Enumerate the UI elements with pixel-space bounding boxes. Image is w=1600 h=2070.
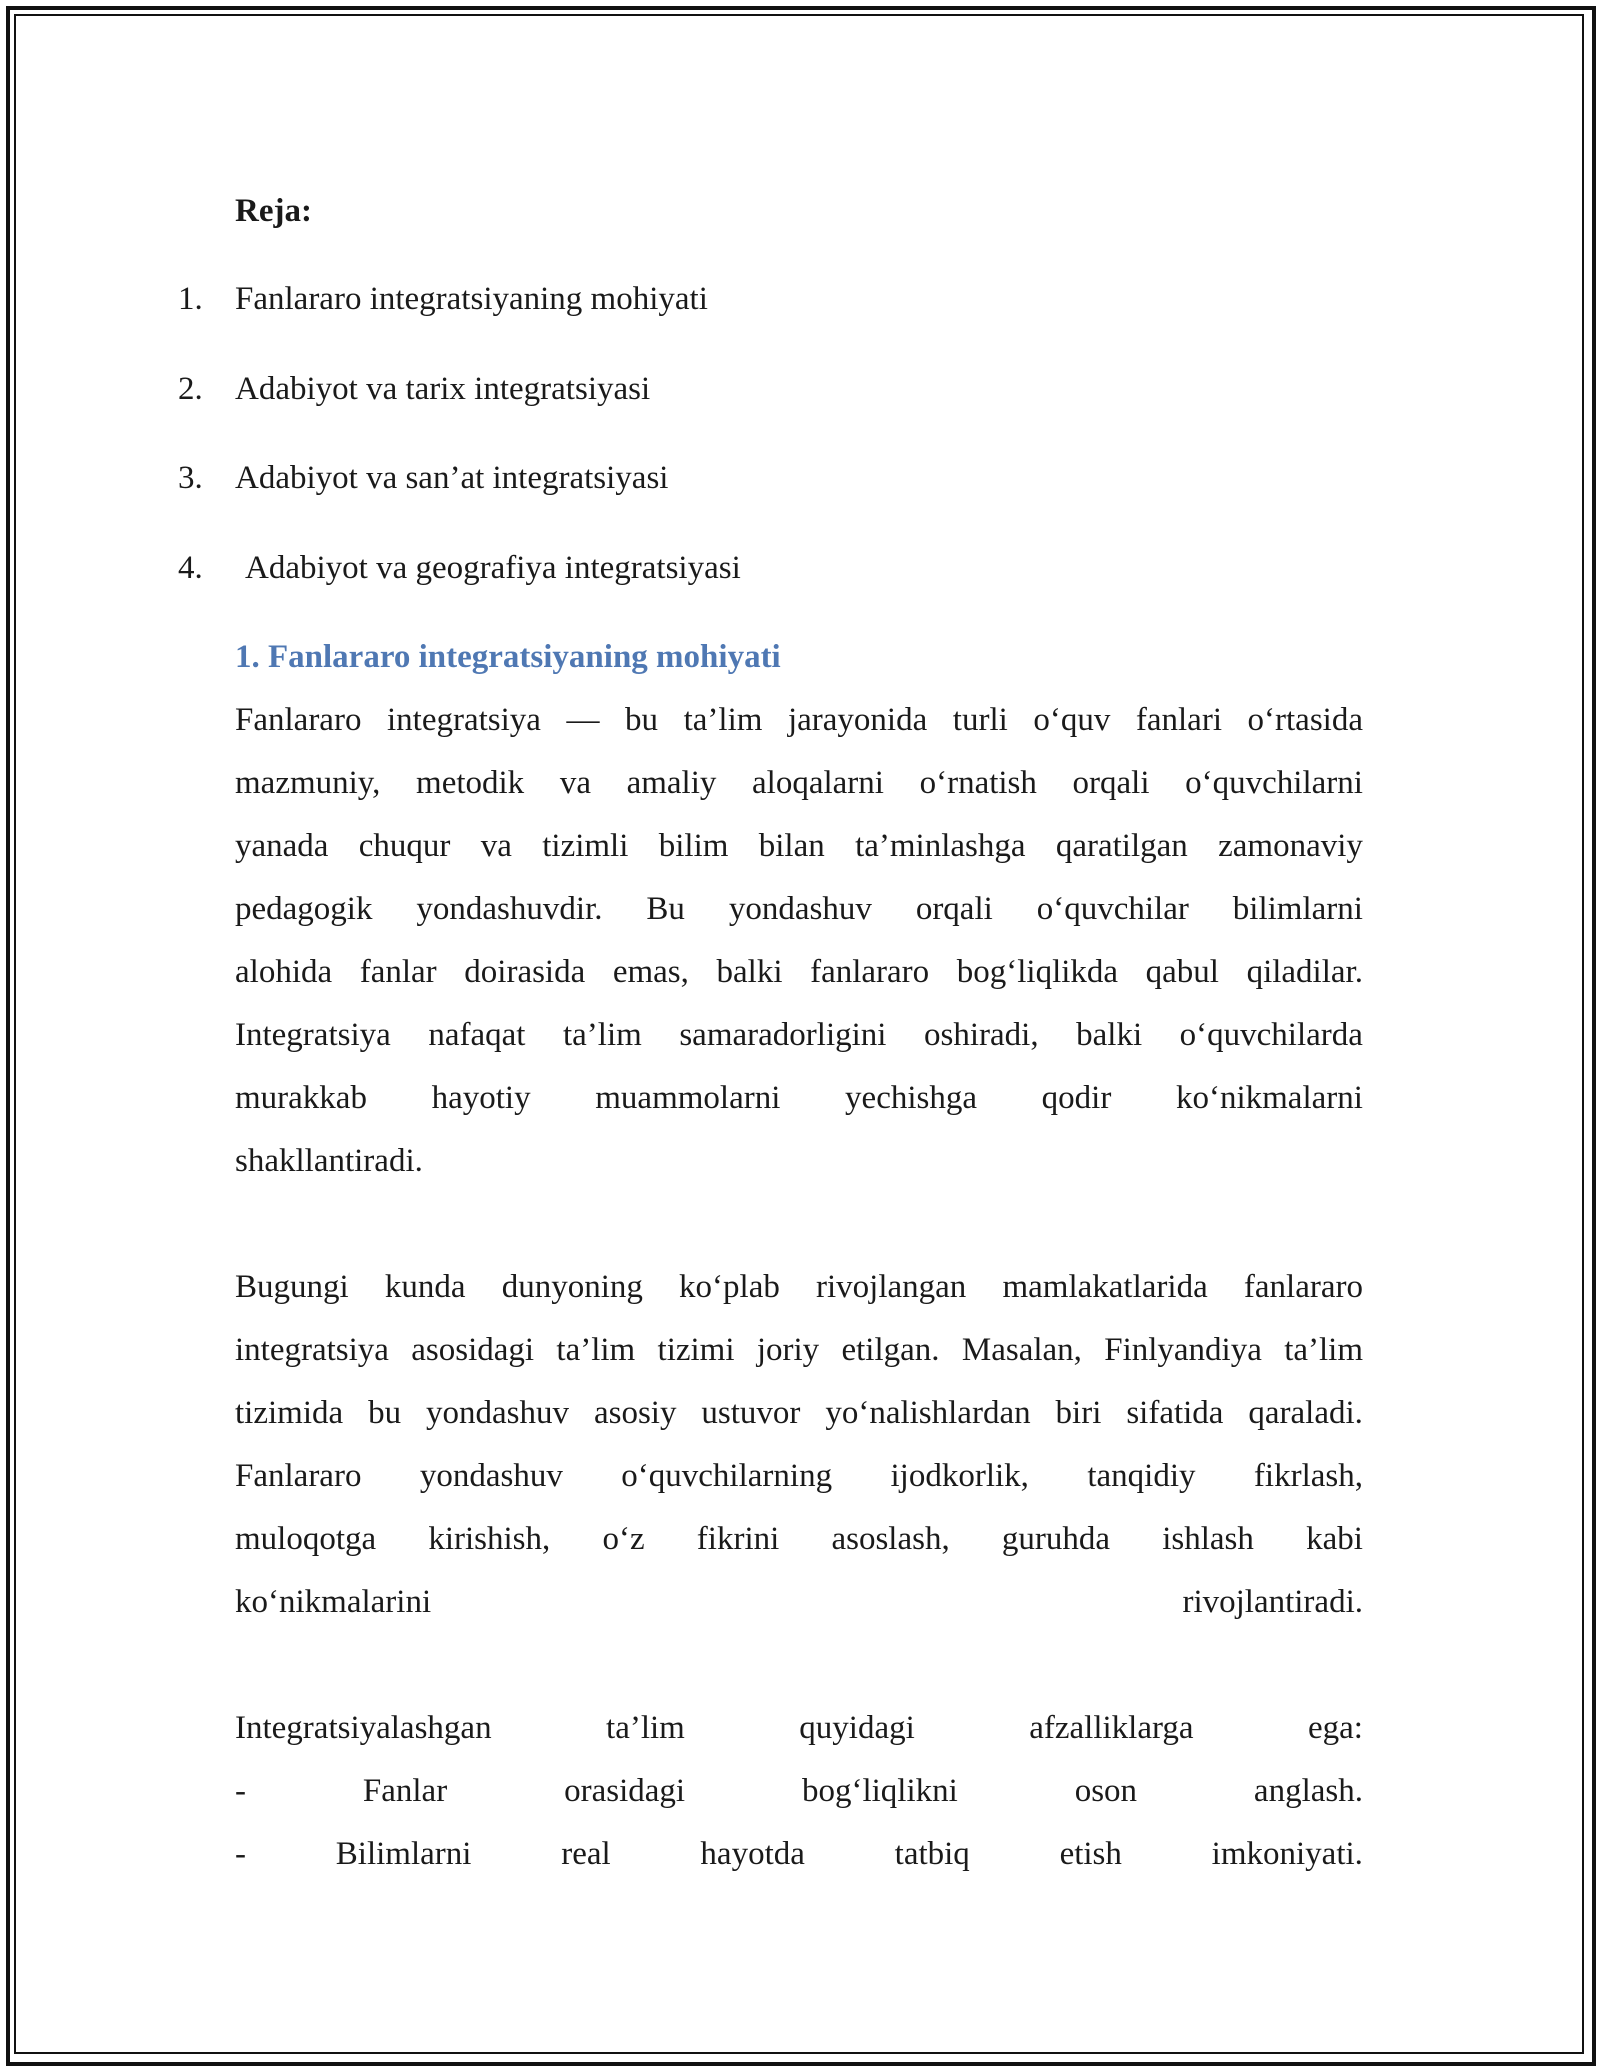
word: tanqidiy [1087, 1458, 1196, 1494]
word: - [235, 1773, 246, 1809]
paragraph [235, 1256, 1363, 1634]
word: yechishga [845, 1080, 977, 1116]
word: asoslash, [831, 1521, 950, 1557]
plan-item-number: 4. [178, 550, 203, 586]
word: pedagogik [235, 891, 373, 927]
word: oson [1074, 1773, 1138, 1809]
word: o‘quvchilarni [1185, 765, 1363, 801]
word: chuqur [358, 828, 451, 864]
word: quyidagi [799, 1710, 915, 1746]
word: o‘quvchilar [1036, 891, 1189, 927]
word: emas, [612, 954, 689, 990]
word: yondashuv [728, 891, 872, 927]
word: Fanlararo [235, 1458, 362, 1494]
paragraph-line [235, 1382, 1363, 1445]
paragraph-line [235, 815, 1363, 878]
word: mazmuniy, [235, 765, 381, 801]
word: hayotiy [431, 1080, 531, 1116]
word: fanlararo [810, 954, 930, 990]
paragraph-line [235, 1256, 1363, 1319]
word: balki [1076, 1017, 1143, 1053]
word: yondashuv [419, 1458, 563, 1494]
word: muloqotga [235, 1521, 377, 1557]
word: biri [1055, 1395, 1102, 1431]
word: tatbiq [894, 1836, 970, 1872]
plan-item-text: Adabiyot va san’at integratsiyasi [235, 460, 669, 496]
paragraph-line [235, 1508, 1363, 1571]
word: bilimlarni [1232, 891, 1363, 927]
word: anglash. [1253, 1773, 1363, 1809]
word: orqali [1072, 765, 1150, 801]
plan-item-number: 3. [178, 460, 203, 496]
word: kunda [384, 1269, 466, 1305]
paragraph-line: shakllantiradi. [235, 1143, 423, 1179]
word: fanlari [1135, 702, 1222, 738]
word: rivojlangan [816, 1269, 967, 1305]
plan-item-number: 2. [178, 371, 203, 407]
word: asosiy [593, 1395, 677, 1431]
paragraph-line [235, 1319, 1363, 1382]
word: integratsiya [387, 702, 541, 738]
word: zamonaviy [1218, 828, 1363, 864]
word: alohida [235, 954, 333, 990]
word: metodik [416, 765, 525, 801]
word: murakkab [235, 1080, 367, 1116]
word: sifatida [1126, 1395, 1224, 1431]
paragraph-line [235, 1445, 1363, 1508]
word: ta’lim [556, 1332, 636, 1368]
word: fanlararo [1243, 1269, 1363, 1305]
word: ko‘nikmalarni [1175, 1080, 1363, 1116]
word: etish [1059, 1836, 1122, 1872]
word: jarayonida [787, 702, 928, 738]
paragraph [235, 689, 1363, 1193]
plan-title: Reja: [235, 193, 312, 229]
word: etilgan. [841, 1332, 940, 1368]
word: o‘z [602, 1521, 645, 1557]
word: va [480, 828, 512, 864]
word: nafaqat [428, 1017, 526, 1053]
word: Bugungi [235, 1269, 349, 1305]
word: tizimida [235, 1395, 344, 1431]
word: mamlakatlarida [1002, 1269, 1208, 1305]
paragraph-line [235, 1067, 1363, 1130]
word: bilim [658, 828, 729, 864]
paragraph [235, 1697, 1363, 1886]
word: ijodkorlik, [890, 1458, 1029, 1494]
word: ishlash [1162, 1521, 1254, 1557]
word: o‘rnatish [919, 765, 1037, 801]
paragraph-line [235, 689, 1363, 752]
word: balki [716, 954, 783, 990]
word: tizimi [657, 1332, 735, 1368]
word: tizimli [542, 828, 629, 864]
word: yondashuv [426, 1395, 570, 1431]
word: muammolarni [595, 1080, 781, 1116]
bullet-line [235, 1823, 1363, 1886]
word: ta’minlashga [855, 828, 1026, 864]
word: aloqalarni [752, 765, 884, 801]
word: bog‘liqlikni [801, 1773, 958, 1809]
word: rivojlantiradi. [1182, 1584, 1363, 1620]
word: fikrini [696, 1521, 780, 1557]
plan-item-text: Fanlararo integratsiyaning mohiyati [235, 281, 708, 317]
word: qabul [1145, 954, 1219, 990]
word: joriy [756, 1332, 820, 1368]
word: bu [625, 702, 659, 738]
plan-item-text: Adabiyot va tarix integratsiyasi [235, 371, 651, 407]
word: real [561, 1836, 611, 1872]
word: ta’lim [562, 1017, 642, 1053]
word: ega: [1307, 1710, 1363, 1746]
paragraph-line [235, 878, 1363, 941]
word: dunyoning [501, 1269, 643, 1305]
paragraph-line [235, 941, 1363, 1004]
word: ta’lim [683, 702, 763, 738]
word: Finlyandiya [1104, 1332, 1262, 1368]
word: Integratsiya [235, 1017, 391, 1053]
word: orqali [915, 891, 993, 927]
word: o‘rtasida [1247, 702, 1363, 738]
word: ko‘plab [679, 1269, 780, 1305]
word: guruhda [1001, 1521, 1111, 1557]
word: Bu [646, 891, 685, 927]
section-heading: 1. Fanlararo integratsiyaning mohiyati [235, 639, 781, 675]
word: ko‘nikmalarini [235, 1584, 432, 1620]
word: - [235, 1836, 246, 1872]
word: yondashuvdir. [416, 891, 603, 927]
word: o‘quv [1033, 702, 1111, 738]
word: o‘quvchilarda [1179, 1017, 1363, 1053]
word: qodir [1041, 1080, 1112, 1116]
word: ustuvor [701, 1395, 801, 1431]
word: Fanlar [362, 1773, 448, 1809]
word: imkoniyati. [1211, 1836, 1363, 1872]
word: turli [952, 702, 1008, 738]
word: Masalan, [961, 1332, 1082, 1368]
word: qaratilgan [1055, 828, 1188, 864]
word: kabi [1306, 1521, 1363, 1557]
word: fikrlash, [1253, 1458, 1363, 1494]
word: yo‘nalishlardan [825, 1395, 1031, 1431]
word: bilan [758, 828, 825, 864]
word: oshiradi, [924, 1017, 1039, 1053]
word: Bilimlarni [335, 1836, 472, 1872]
paragraph-line [235, 1571, 1363, 1634]
plan-item-number: 1. [178, 281, 203, 317]
paragraph-line [235, 752, 1363, 815]
word: asosidagi [411, 1332, 535, 1368]
word: Integratsiyalashgan [235, 1710, 492, 1746]
word: integratsiya [235, 1332, 389, 1368]
bullet-line [235, 1760, 1363, 1823]
word: qiladilar. [1246, 954, 1363, 990]
word: o‘quvchilarning [621, 1458, 833, 1494]
word: va [559, 765, 591, 801]
paragraph-line [235, 1004, 1363, 1067]
word: hayotda [700, 1836, 805, 1872]
word: doirasida [464, 954, 586, 990]
word: amaliy [626, 765, 717, 801]
paragraph-line [235, 1697, 1363, 1760]
plan-item-text: Adabiyot va geografiya integratsiyasi [245, 550, 741, 586]
word: — [566, 702, 600, 738]
word: bu [368, 1395, 402, 1431]
word: samaradorligini [679, 1017, 887, 1053]
word: ta’lim [1284, 1332, 1363, 1368]
word: qaraladi. [1248, 1395, 1363, 1431]
word: Fanlararo [235, 702, 362, 738]
word: bog‘liqlikda [956, 954, 1119, 990]
word: yanada [235, 828, 329, 864]
word: kirishish, [428, 1521, 551, 1557]
word: ta’lim [606, 1710, 685, 1746]
word: afzalliklarga [1029, 1710, 1194, 1746]
word: fanlar [359, 954, 437, 990]
word: orasidagi [564, 1773, 686, 1809]
